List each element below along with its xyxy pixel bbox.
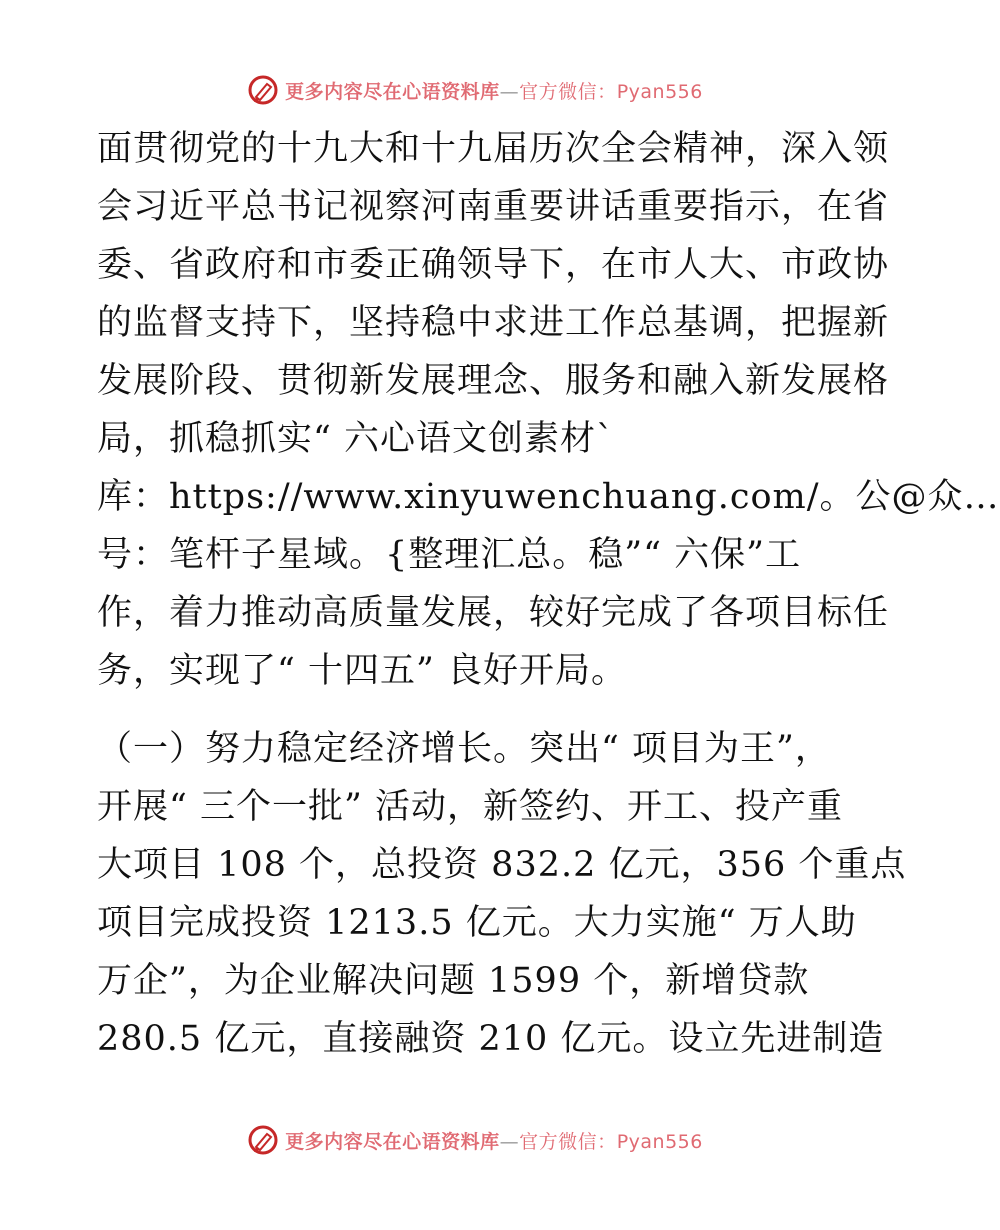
pen-logo-icon bbox=[247, 1124, 279, 1156]
document-body bbox=[97, 120, 1000, 1068]
banner-separator: — bbox=[499, 1130, 520, 1153]
pen-logo-icon bbox=[247, 74, 279, 106]
text-line: 的监督支持下，坚持稳中求进工作总基调，把握新 bbox=[97, 303, 890, 343]
text-line: 面贯彻党的十九大和十九届历次全会精神，深入领 bbox=[97, 129, 890, 169]
header-watermark-banner bbox=[0, 70, 950, 110]
banner-label: 官方微信： bbox=[519, 80, 617, 103]
text-line: 万企”，为企业解决问题 1599 个，新增贷款 bbox=[97, 961, 810, 1001]
text-line: 开展“ 三个一批” 活动，新签约、开工、投产重 bbox=[97, 787, 844, 827]
banner-separator: — bbox=[499, 80, 520, 103]
banner-text bbox=[285, 77, 703, 104]
text-line: 大项目 108 个，总投资 832.2 亿元，356 个重点 bbox=[97, 845, 907, 885]
text-line: （一）努力稳定经济增长。突出“ 项目为王”， bbox=[97, 729, 831, 769]
banner-text bbox=[285, 1127, 703, 1154]
text-line: 号：笔杆子星域。{整理汇总。稳”“ 六保”工 bbox=[97, 535, 802, 575]
text-line: 库：https://www.xinyuwenchuang.com/。公@众… bbox=[97, 477, 1000, 517]
text-line: 委、省政府和市委正确领导下，在市人大、市政协 bbox=[97, 245, 890, 285]
footer-watermark-banner bbox=[0, 1120, 950, 1160]
text-line: 会习近平总书记视察河南重要讲话重要指示，在省 bbox=[97, 187, 890, 227]
banner-label: 官方微信： bbox=[519, 1130, 617, 1153]
paragraph-1 bbox=[97, 120, 1000, 700]
banner-wechat-id: Pyan556 bbox=[616, 1130, 703, 1153]
text-line: 项目完成投资 1213.5 亿元。大力实施“ 万人助 bbox=[97, 903, 857, 943]
text-line: 务，实现了“ 十四五” 良好开局。 bbox=[97, 651, 628, 691]
banner-lead: 更多内容尽在心语资料库 bbox=[285, 80, 500, 103]
text-line: 作，着力推动高质量发展，较好完成了各项目标任 bbox=[97, 593, 890, 633]
text-line: 发展阶段、贯彻新发展理念、服务和融入新发展格 bbox=[97, 361, 890, 401]
text-line: 280.5 亿元，直接融资 210 亿元。设立先进制造 bbox=[97, 1019, 885, 1059]
banner-lead: 更多内容尽在心语资料库 bbox=[285, 1130, 500, 1153]
banner-wechat-id: Pyan556 bbox=[616, 80, 703, 103]
paragraph-2 bbox=[97, 720, 907, 1068]
text-line: 局，抓稳抓实“ 六心语文创素材` bbox=[97, 419, 615, 459]
paragraph-gap bbox=[97, 700, 857, 720]
